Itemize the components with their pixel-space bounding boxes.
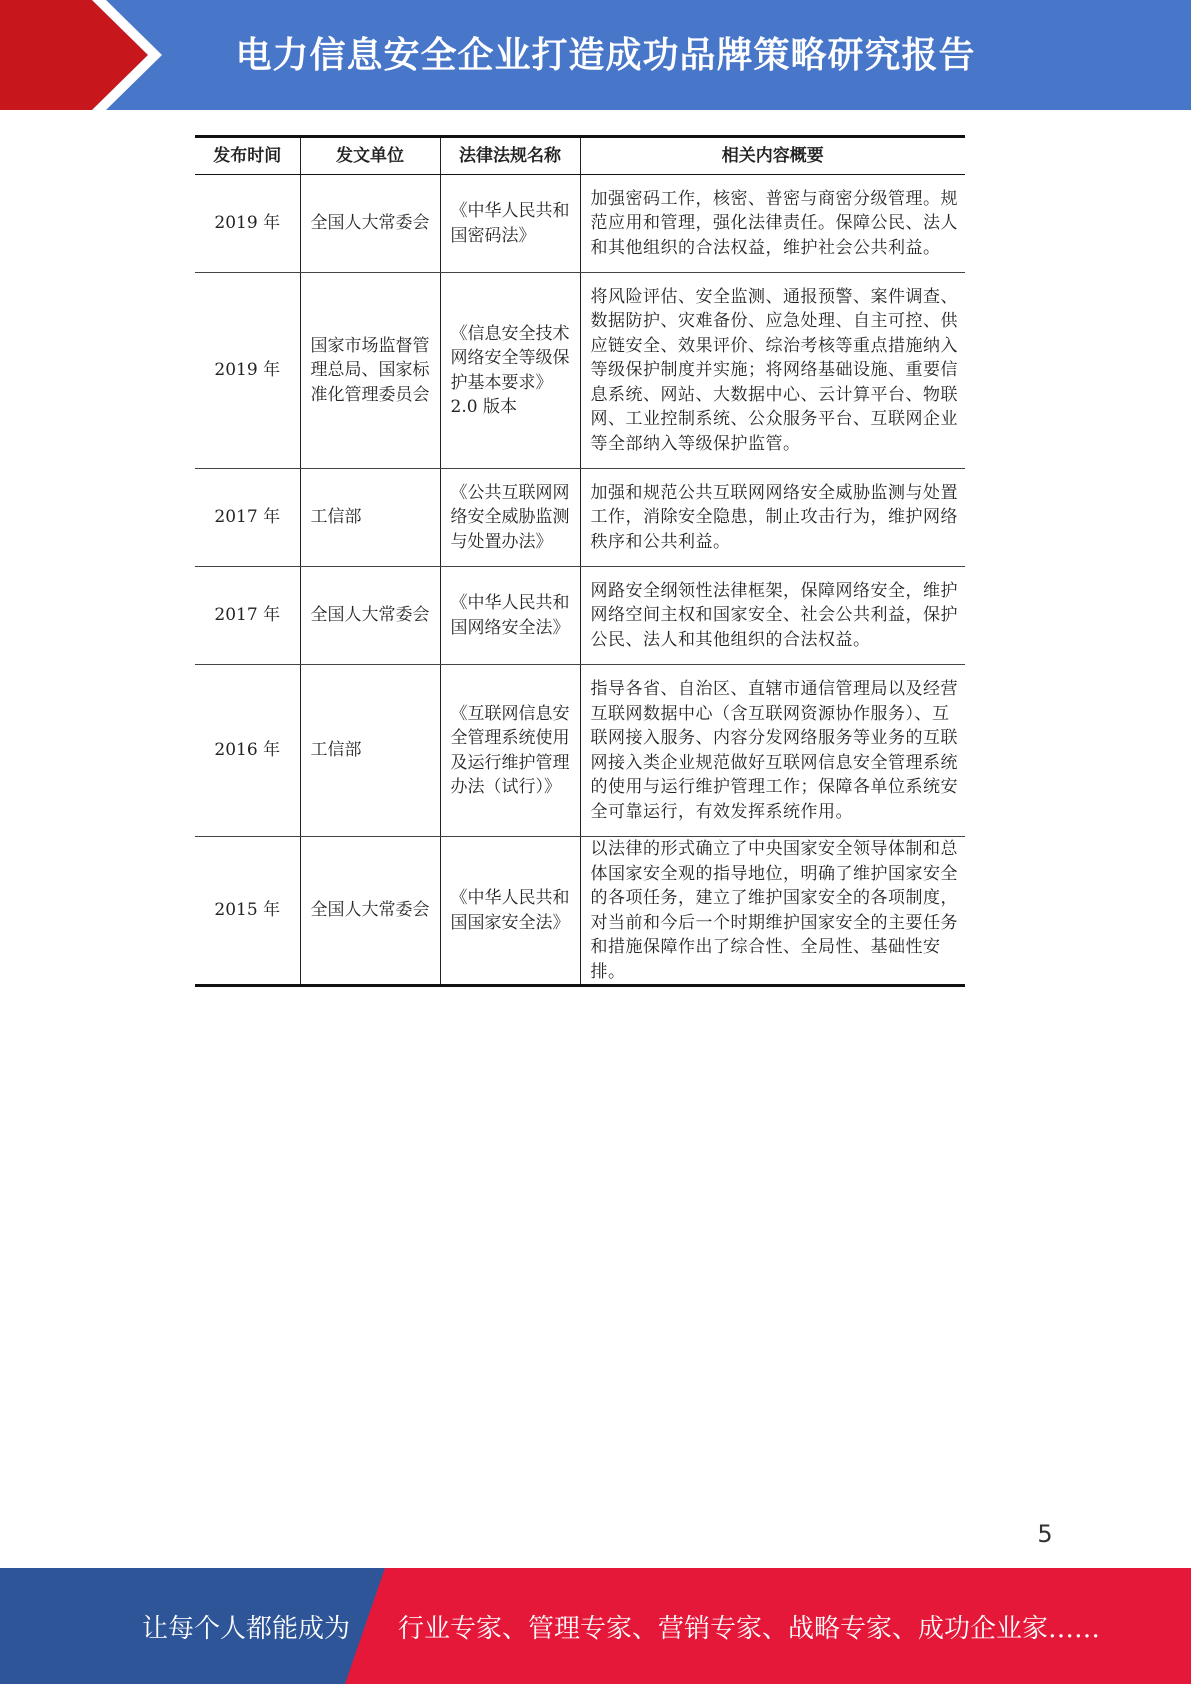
cell-summary: 将风险评估、安全监测、通报预警、案件调查、数据防护、灾难备份、应急处理、自主可控、供应链安全、效果评价、综治考核等重点措施纳入等级保护制度并实施；将网络基础设施、重要信息系统、网站、大数据中心、云计算平台、物联网、工业控制系统、公众服务平台、互联网企业等全部纳入等级保护监管。 xyxy=(580,273,965,469)
table-row xyxy=(195,567,965,665)
header-banner xyxy=(0,0,1191,110)
header-law-name: 法律法规名称 xyxy=(440,137,580,175)
cell-year: 2015 年 xyxy=(195,837,300,986)
cell-summary: 指导各省、自治区、直辖市通信管理局以及经营互联网数据中心（含互联网资源协作服务）、互联网接入服务、内容分发网络服务等业务的互联网接入类企业规范做好互联网信息安全管理系统的使用与运行维护管理工作；保障各单位系统安全可靠运行，有效发挥系统作用。 xyxy=(580,665,965,837)
cell-unit: 工信部 xyxy=(300,665,440,837)
cell-law: 《中华人民共和国密码法》 xyxy=(440,175,580,273)
cell-unit: 全国人大常委会 xyxy=(300,837,440,986)
cell-law: 《公共互联网网络安全威胁监测与处置办法》 xyxy=(440,469,580,567)
regulations-table xyxy=(195,135,965,987)
page-number: 5 xyxy=(1037,1520,1053,1548)
cell-unit: 工信部 xyxy=(300,469,440,567)
table-header-row xyxy=(195,137,965,175)
cell-law: 《信息安全技术网络安全等级保护基本要求》2.0 版本 xyxy=(440,273,580,469)
cell-law: 《中华人民共和国国家安全法》 xyxy=(440,837,580,986)
cell-unit: 国家市场监督管理总局、国家标准化管理委员会 xyxy=(300,273,440,469)
table-row xyxy=(195,837,965,986)
cell-year: 2016 年 xyxy=(195,665,300,837)
cell-summary: 网路安全纲领性法律框架，保障网络安全，维护网络空间主权和国家安全、社会公共利益，保护公民、法人和其他组织的合法权益。 xyxy=(580,567,965,665)
table-row xyxy=(195,469,965,567)
footer-slogan-left: 让每个人都能成为 xyxy=(142,1613,351,1644)
cell-year: 2019 年 xyxy=(195,273,300,469)
regulations-table-container xyxy=(195,135,965,987)
footer-banner xyxy=(0,1568,1191,1684)
header-issuing-unit: 发文单位 xyxy=(300,137,440,175)
cell-law: 《互联网信息安全管理系统使用及运行维护管理办法（试行）》 xyxy=(440,665,580,837)
cell-law: 《中华人民共和国网络安全法》 xyxy=(440,567,580,665)
cell-summary: 以法律的形式确立了中央国家安全领导体制和总体国家安全观的指导地位，明确了维护国家安全的各项任务，建立了维护国家安全的各项制度，对当前和今后一个时期维护国家安全的主要任务和措施保障作出了综合性、全局性、基础性安排。 xyxy=(580,837,965,986)
footer-slogan-right: 行业专家、管理专家、营销专家、战略专家、成功企业家…… xyxy=(398,1613,1101,1644)
cell-summary: 加强和规范公共互联网网络安全威胁监测与处置工作，消除安全隐患，制止攻击行为，维护网络秩序和公共利益。 xyxy=(580,469,965,567)
document-title: 电力信息安全企业打造成功品牌策略研究报告 xyxy=(235,35,976,76)
header-content-summary: 相关内容概要 xyxy=(580,137,965,175)
header-release-date: 发布时间 xyxy=(195,137,300,175)
cell-summary: 加强密码工作，核密、普密与商密分级管理。规范应用和管理，强化法律责任。保障公民、法人和其他组织的合法权益，维护社会公共利益。 xyxy=(580,175,965,273)
cell-unit: 全国人大常委会 xyxy=(300,567,440,665)
cell-year: 2019 年 xyxy=(195,175,300,273)
cell-unit: 全国人大常委会 xyxy=(300,175,440,273)
cell-year: 2017 年 xyxy=(195,567,300,665)
table-row xyxy=(195,273,965,469)
cell-year: 2017 年 xyxy=(195,469,300,567)
table-row xyxy=(195,175,965,273)
table-row xyxy=(195,665,965,837)
